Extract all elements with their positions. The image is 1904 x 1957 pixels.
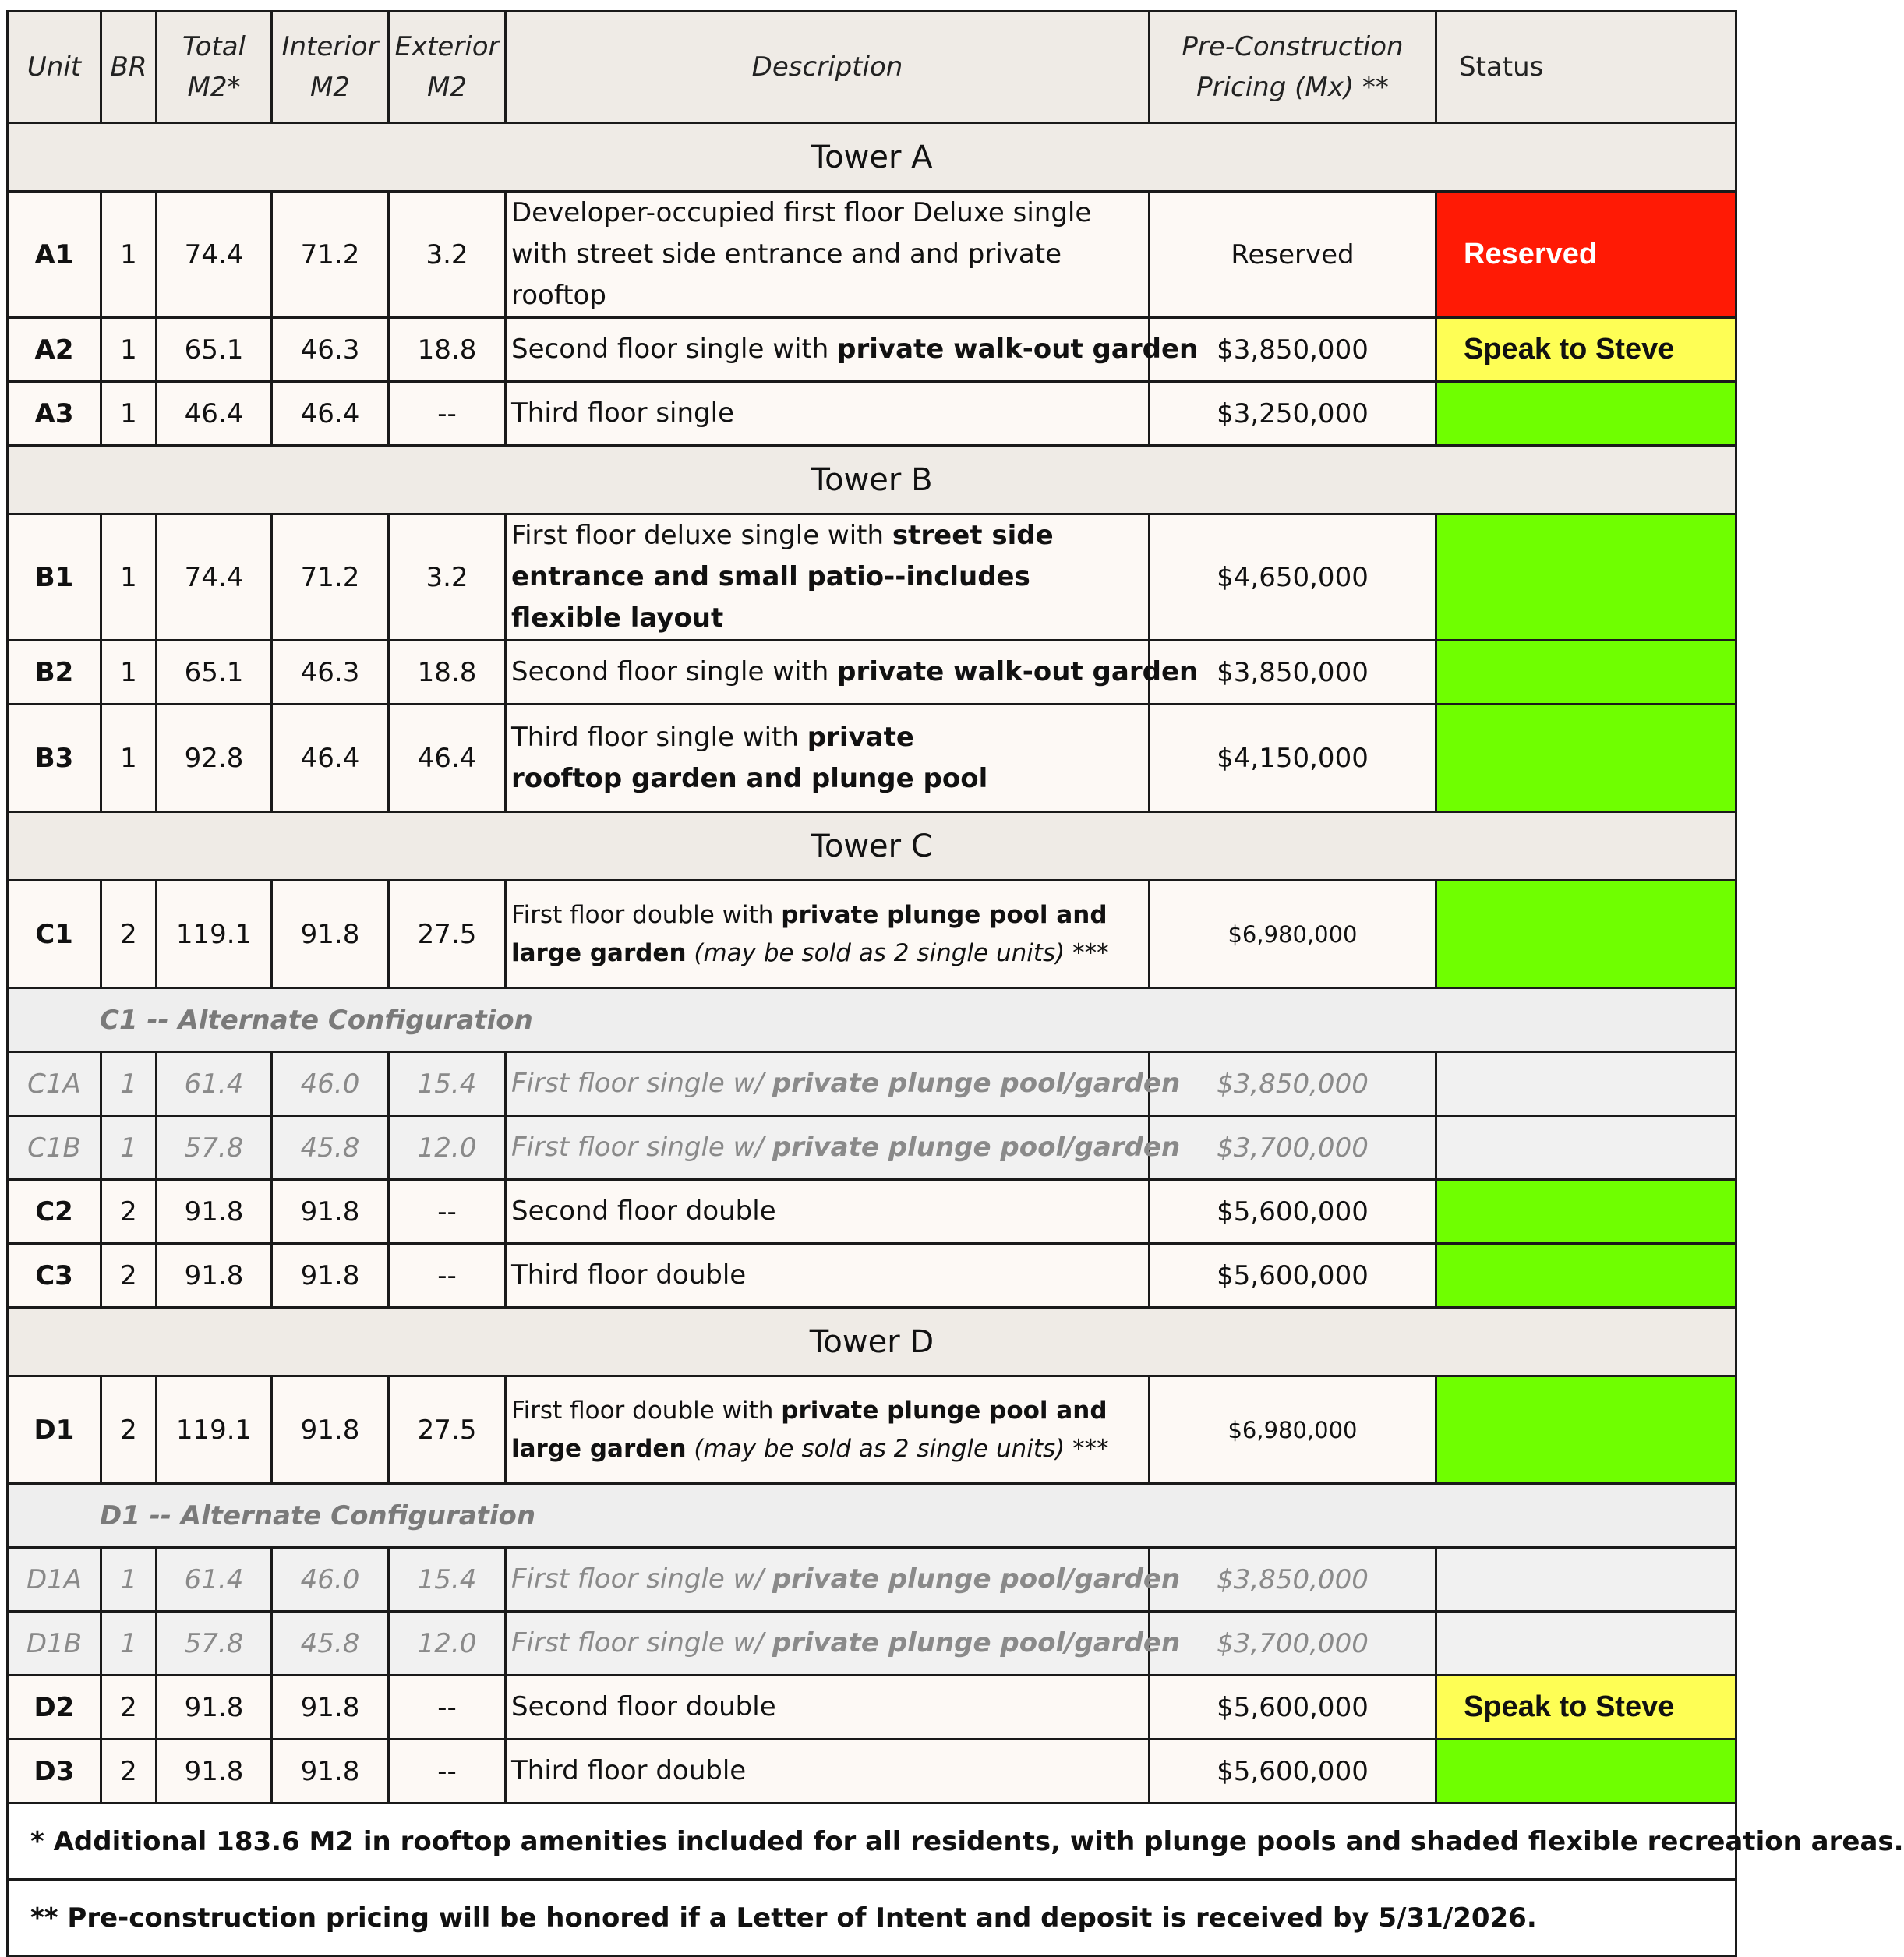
bedrooms: 2 — [101, 1180, 157, 1244]
table-row — [8, 514, 1736, 641]
price: $6,980,000 — [1150, 881, 1436, 988]
exterior-m2: -- — [389, 1740, 506, 1803]
bedrooms: 1 — [101, 1548, 157, 1612]
header-price: Pre-Construction Pricing (Mx) ** — [1150, 12, 1436, 123]
table-row — [8, 1052, 1736, 1116]
unit-id: A1 — [8, 192, 101, 318]
status-badge: Reserved — [1436, 192, 1736, 318]
status-badge: Speak to Steve — [1436, 318, 1736, 382]
table-row — [8, 1180, 1736, 1244]
header-total-m2: Total M2* — [157, 12, 272, 123]
unit-id: D1 — [8, 1376, 101, 1484]
total-m2: 92.8 — [157, 705, 272, 812]
bedrooms: 2 — [101, 881, 157, 988]
tower-b-heading: Tower B — [8, 446, 1736, 514]
description: Third floor single — [506, 382, 1150, 446]
status-badge — [1436, 1376, 1736, 1484]
tower-d-heading: Tower D — [8, 1308, 1736, 1376]
price: $5,600,000 — [1150, 1244, 1436, 1308]
tower-a-heading: Tower A — [8, 123, 1736, 192]
interior-m2: 71.2 — [272, 192, 389, 318]
unit-id: C1 — [8, 881, 101, 988]
status-badge — [1436, 705, 1736, 812]
interior-m2: 91.8 — [272, 1676, 389, 1740]
total-m2: 65.1 — [157, 641, 272, 705]
price: $3,250,000 — [1150, 382, 1436, 446]
interior-m2: 91.8 — [272, 1244, 389, 1308]
price: $3,850,000 — [1150, 1548, 1436, 1612]
price: $3,700,000 — [1150, 1116, 1436, 1180]
interior-m2: 46.0 — [272, 1052, 389, 1116]
interior-m2: 46.4 — [272, 382, 389, 446]
exterior-m2: 12.0 — [389, 1612, 506, 1676]
table-row — [8, 1676, 1736, 1740]
unit-id: A3 — [8, 382, 101, 446]
exterior-m2: 3.2 — [389, 514, 506, 641]
exterior-m2: 46.4 — [389, 705, 506, 812]
price: $3,850,000 — [1150, 1052, 1436, 1116]
unit-id: B2 — [8, 641, 101, 705]
unit-id: A2 — [8, 318, 101, 382]
description: First floor double with private plunge pool and large garden (may be sold as 2 single units) *** — [506, 881, 1150, 988]
bedrooms: 1 — [101, 1116, 157, 1180]
header-interior-m2: Interior M2 — [272, 12, 389, 123]
bedrooms: 1 — [101, 1052, 157, 1116]
bedrooms: 2 — [101, 1676, 157, 1740]
total-m2: 74.4 — [157, 514, 272, 641]
price: $5,600,000 — [1150, 1180, 1436, 1244]
exterior-m2: 15.4 — [389, 1052, 506, 1116]
status-cell — [1436, 1548, 1736, 1612]
table-row — [8, 1548, 1736, 1612]
price: $4,650,000 — [1150, 514, 1436, 641]
total-m2: 91.8 — [157, 1740, 272, 1803]
status-badge — [1436, 881, 1736, 988]
exterior-m2: 27.5 — [389, 881, 506, 988]
interior-m2: 46.4 — [272, 705, 389, 812]
status-badge — [1436, 382, 1736, 446]
header-row — [8, 12, 1736, 123]
description: Third floor double — [506, 1740, 1150, 1803]
total-m2: 119.1 — [157, 1376, 272, 1484]
unit-id: C3 — [8, 1244, 101, 1308]
header-br: BR — [101, 12, 157, 123]
table-row — [8, 318, 1736, 382]
exterior-m2: 15.4 — [389, 1548, 506, 1612]
unit-id: C1B — [8, 1116, 101, 1180]
total-m2: 91.8 — [157, 1676, 272, 1740]
price: $5,600,000 — [1150, 1740, 1436, 1803]
footnote-pricing: ** Pre-construction pricing will be honored if a Letter of Intent and deposit is received by 5/31/2026. — [8, 1880, 1736, 1956]
tower-c-heading: Tower C — [8, 812, 1736, 881]
price: $4,150,000 — [1150, 705, 1436, 812]
description: Second floor double — [506, 1676, 1150, 1740]
table-row — [8, 1612, 1736, 1676]
interior-m2: 91.8 — [272, 1740, 389, 1803]
description: Second floor double — [506, 1180, 1150, 1244]
interior-m2: 71.2 — [272, 514, 389, 641]
table-row — [8, 1244, 1736, 1308]
status-badge — [1436, 514, 1736, 641]
price: $3,850,000 — [1150, 318, 1436, 382]
header-status: Status — [1436, 12, 1736, 123]
header-exterior-m2: Exterior M2 — [389, 12, 506, 123]
exterior-m2: 12.0 — [389, 1116, 506, 1180]
status-cell — [1436, 1612, 1736, 1676]
exterior-m2: 3.2 — [389, 192, 506, 318]
alternate-config-heading: D1 -- Alternate Configuration — [8, 1484, 1736, 1548]
description: Second floor single with private walk-out garden — [506, 318, 1150, 382]
exterior-m2: -- — [389, 1180, 506, 1244]
status-badge: Speak to Steve — [1436, 1676, 1736, 1740]
interior-m2: 46.3 — [272, 641, 389, 705]
bedrooms: 1 — [101, 192, 157, 318]
interior-m2: 46.3 — [272, 318, 389, 382]
unit-pricing-table — [6, 10, 1904, 1957]
total-m2: 46.4 — [157, 382, 272, 446]
header-description: Description — [506, 12, 1150, 123]
total-m2: 61.4 — [157, 1052, 272, 1116]
status-badge — [1436, 641, 1736, 705]
description: First floor deluxe single with street side entrance and small patio--includes flexible layout — [506, 514, 1150, 641]
table-row — [8, 1376, 1736, 1484]
bedrooms: 2 — [101, 1244, 157, 1308]
description: Third floor double — [506, 1244, 1150, 1308]
total-m2: 119.1 — [157, 881, 272, 988]
description: Developer-occupied first floor Deluxe single with street side entrance and and private rooftop — [506, 192, 1150, 318]
description: First floor single w/ private plunge pool/garden — [506, 1052, 1150, 1116]
price: $6,980,000 — [1150, 1376, 1436, 1484]
description: First floor single w/ private plunge pool/garden — [506, 1612, 1150, 1676]
table-row — [8, 382, 1736, 446]
total-m2: 91.8 — [157, 1244, 272, 1308]
total-m2: 65.1 — [157, 318, 272, 382]
bedrooms: 2 — [101, 1376, 157, 1484]
total-m2: 57.8 — [157, 1116, 272, 1180]
price: $3,700,000 — [1150, 1612, 1436, 1676]
status-badge — [1436, 1740, 1736, 1803]
unit-id: D1A — [8, 1548, 101, 1612]
interior-m2: 46.0 — [272, 1548, 389, 1612]
total-m2: 57.8 — [157, 1612, 272, 1676]
exterior-m2: -- — [389, 1676, 506, 1740]
bedrooms: 1 — [101, 318, 157, 382]
price: $5,600,000 — [1150, 1676, 1436, 1740]
table-row — [8, 641, 1736, 705]
bedrooms: 1 — [101, 641, 157, 705]
table-row — [8, 881, 1736, 988]
total-m2: 91.8 — [157, 1180, 272, 1244]
table-row — [8, 1116, 1736, 1180]
unit-id: D2 — [8, 1676, 101, 1740]
exterior-m2: 18.8 — [389, 641, 506, 705]
bedrooms: 2 — [101, 1740, 157, 1803]
exterior-m2: 27.5 — [389, 1376, 506, 1484]
total-m2: 74.4 — [157, 192, 272, 318]
unit-id: D1B — [8, 1612, 101, 1676]
bedrooms: 1 — [101, 382, 157, 446]
unit-id: B3 — [8, 705, 101, 812]
status-badge — [1436, 1180, 1736, 1244]
description: Third floor single with private rooftop garden and plunge pool — [506, 705, 1150, 812]
status-cell — [1436, 1116, 1736, 1180]
unit-id: B1 — [8, 514, 101, 641]
footnote-amenities: * Additional 183.6 M2 in rooftop amenities included for all residents, with plunge pools and shaded flexible recreation areas. — [8, 1803, 1736, 1880]
unit-id: C1A — [8, 1052, 101, 1116]
exterior-m2: 18.8 — [389, 318, 506, 382]
table-row — [8, 705, 1736, 812]
exterior-m2: -- — [389, 1244, 506, 1308]
interior-m2: 91.8 — [272, 1180, 389, 1244]
description: Second floor single with private walk-out garden — [506, 641, 1150, 705]
interior-m2: 91.8 — [272, 881, 389, 988]
alternate-config-heading: C1 -- Alternate Configuration — [8, 988, 1736, 1052]
interior-m2: 45.8 — [272, 1116, 389, 1180]
interior-m2: 91.8 — [272, 1376, 389, 1484]
total-m2: 61.4 — [157, 1548, 272, 1612]
bedrooms: 1 — [101, 705, 157, 812]
bedrooms: 1 — [101, 1612, 157, 1676]
price: $3,850,000 — [1150, 641, 1436, 705]
table-row — [8, 192, 1736, 318]
header-unit: Unit — [8, 12, 101, 123]
description: First floor single w/ private plunge pool/garden — [506, 1548, 1150, 1612]
bedrooms: 1 — [101, 514, 157, 641]
unit-id: D3 — [8, 1740, 101, 1803]
interior-m2: 45.8 — [272, 1612, 389, 1676]
description: First floor double with private plunge pool and large garden (may be sold as 2 single units) *** — [506, 1376, 1150, 1484]
price: Reserved — [1150, 192, 1436, 318]
unit-id: C2 — [8, 1180, 101, 1244]
exterior-m2: -- — [389, 382, 506, 446]
table-row — [8, 1740, 1736, 1803]
status-badge — [1436, 1244, 1736, 1308]
description: First floor single w/ private plunge pool/garden — [506, 1116, 1150, 1180]
status-cell — [1436, 1052, 1736, 1116]
